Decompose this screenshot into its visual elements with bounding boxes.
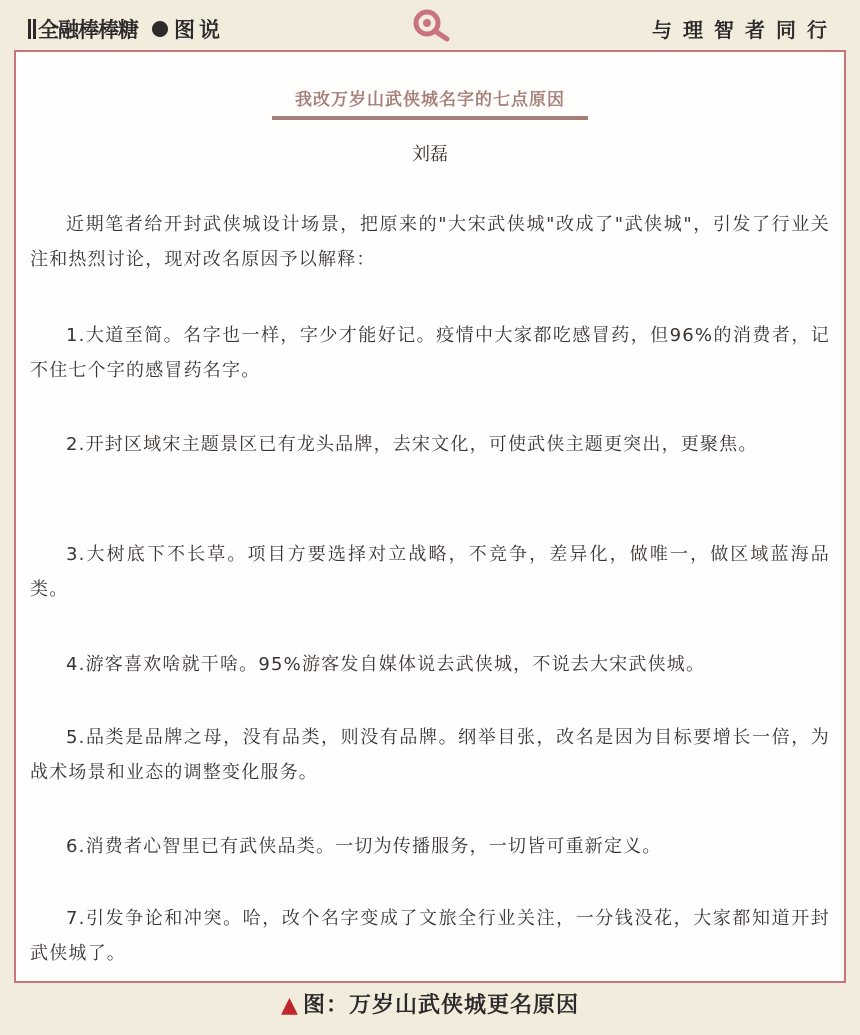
- triangle-icon: ▲: [281, 992, 299, 1018]
- logo-mark-icon: [28, 19, 36, 39]
- article-author: 刘磊: [412, 144, 448, 165]
- brand-logo: [28, 14, 138, 44]
- paragraph-1: 1.大道至简。名字也一样，字少才能好记。疫情中大家都吃感冒药，但96%的消费者，记不住七个字的感冒药名字。: [30, 325, 830, 381]
- paragraph-3: 3.大树底下不长草。项目方要选择对立战略，不竞争，差异化，做唯一，做区域蓝海品类。: [30, 544, 830, 600]
- paragraph-4: 4.游客喜欢啥就干啥。95%游客发自媒体说去武侠城，不说去大宋武侠城。: [66, 654, 706, 675]
- brand-name: 全融棒棒糖: [38, 18, 138, 42]
- caption-text: 图：万岁山武侠城更名原因: [302, 992, 579, 1018]
- article-card: [14, 50, 846, 983]
- brand: [28, 14, 224, 44]
- top-bar: [0, 0, 860, 50]
- section-label: 图说: [174, 18, 224, 42]
- paragraph-7: 7.引发争论和冲突。哈，改个名字变成了文旅全行业关注，一分钱没花，大家都知道开封武侠城了。: [30, 908, 830, 964]
- search-icon: [411, 8, 455, 42]
- figure-caption: [0, 988, 860, 1019]
- paragraph-intro: 近期笔者给开封武侠城设计场景，把原来的"大宋武侠城"改成了"武侠城"，引发了行业关注和热烈讨论，现对改名原因予以解释：: [30, 214, 830, 270]
- article-title: 我改万岁山武侠城名字的七点原因: [295, 90, 565, 110]
- paragraph-5: 5.品类是品牌之母，没有品类，则没有品牌。纲举目张，改名是因为目标要增长一倍，为战术场景和业态的调整变化服务。: [30, 727, 830, 783]
- slogan: 与理智者同行: [652, 18, 838, 42]
- paragraph-2: 2.开封区域宋主题景区已有龙头品牌，去宋文化，可使武侠主题更突出，更聚焦。: [66, 434, 758, 455]
- bullet-icon: [152, 21, 168, 37]
- title-underline: [272, 116, 588, 120]
- paragraph-6: 6.消费者心智里已有武侠品类。一切为传播服务，一切皆可重新定义。: [66, 836, 662, 857]
